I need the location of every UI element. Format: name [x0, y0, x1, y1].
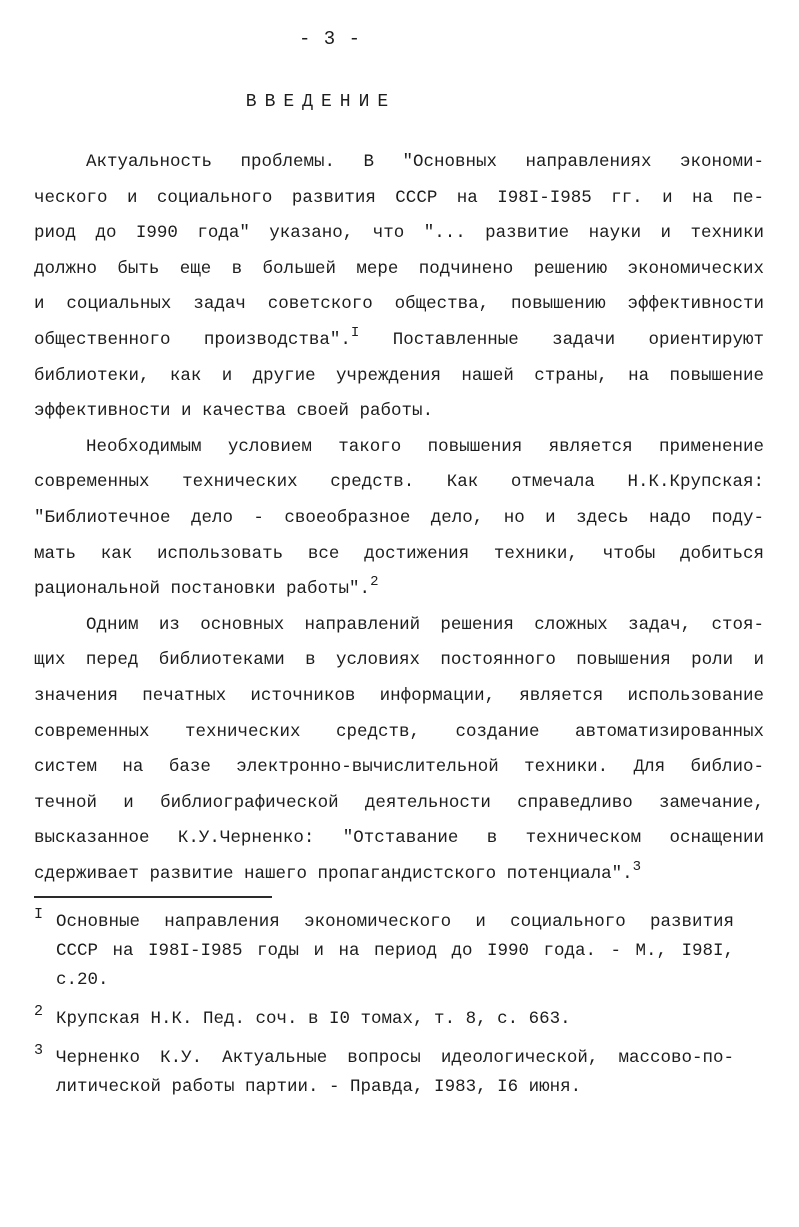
text-line: современных технических средств. Как отмечала Н.К.Крупская:	[34, 472, 764, 493]
text-line-with-footnote	[34, 572, 764, 608]
footnote-mark: 3	[34, 1042, 44, 1059]
footnote-line: СССР на I98I-I985 годы и на период до I990 года. - М., I98I,	[56, 941, 734, 961]
text-line: ческого и социального развития СССР на I98I-I985 гг. и на пе-	[34, 187, 764, 208]
footnote-line: с.20.	[56, 970, 109, 990]
text-fragment: общественного производства".	[34, 329, 351, 350]
text-line: высказанное К.У.Черненко: "Отставание в техническом оснащении	[34, 828, 764, 849]
footnote-mark: 2	[34, 1003, 44, 1020]
text-line: должно быть еще в большей мере подчинено решению экономических	[34, 258, 764, 279]
body-text	[34, 145, 764, 892]
text-fragment: сдерживает развитие нашего пропагандистского потенциала".	[34, 863, 633, 884]
footnote-ref-3: 3	[632, 858, 642, 875]
footnote-line: Основные направления экономического и социального развития	[56, 912, 734, 932]
footnotes	[34, 908, 734, 1112]
footnote-ref-2: 2	[370, 574, 379, 591]
text-line: библиотеки, как и другие учреждения нашей страны, на повышение	[34, 365, 764, 386]
text-line: эффективности и качества своей работы.	[34, 401, 434, 422]
text-line: систем на базе электронно-вычислительной техники. Для библио-	[34, 757, 764, 778]
text-line: Одним из основных направлений решения сложных задач, стоя-	[86, 614, 764, 635]
paragraph-3	[34, 608, 764, 893]
text-line: течной и библиографической деятельности справедливо замечание,	[34, 792, 764, 813]
text-line: современных технических средств, создание автоматизированных	[34, 721, 764, 742]
text-line: "Библиотечное дело - своеобразное дело, но и здесь надо поду-	[34, 507, 764, 528]
footnote-separator	[34, 896, 272, 898]
text-line: Необходимым условием такого повышения является применение	[86, 436, 764, 457]
text-line: и социальных задач советского общества, повышению эффективности	[34, 294, 764, 315]
paragraph-1	[34, 145, 764, 430]
text-line-with-footnote	[34, 857, 764, 893]
text-fragment: рациональной постановки работы".	[34, 579, 371, 600]
footnote-1	[34, 908, 734, 995]
footnote-line: Черненко К.У. Актуальные вопросы идеологической, массово-по-	[56, 1048, 734, 1068]
footnote-line: Крупская Н.К. Пед. соч. в I0 томах, т. 8, с. 663.	[56, 1009, 571, 1029]
text-line-with-footnote	[34, 323, 764, 359]
paragraph-2	[34, 430, 764, 608]
footnote-3	[34, 1044, 734, 1102]
text-line: риод до I990 года" указано, что "... развитие науки и техники	[34, 223, 764, 244]
footnote-2	[34, 1005, 734, 1034]
text-fragment: Поставленные задачи ориентируют	[359, 329, 764, 350]
text-line: щих перед библиотеками в условиях постоянного повышения роли и	[34, 650, 764, 671]
text-line: Актуальность проблемы. В "Основных направлениях экономи-	[86, 152, 764, 172]
footnote-mark: I	[34, 906, 44, 923]
text-line: значения печатных источников информации, является использование	[34, 685, 764, 706]
footnote-ref-1: I	[350, 324, 360, 341]
page-number: - 3 -	[298, 28, 361, 50]
text-line: мать как использовать все достижения техники, чтобы добиться	[34, 543, 764, 564]
section-title: ВВЕДЕНИЕ	[245, 92, 397, 112]
footnote-line: литической работы партии. - Правда, I983, I6 июня.	[56, 1077, 582, 1097]
